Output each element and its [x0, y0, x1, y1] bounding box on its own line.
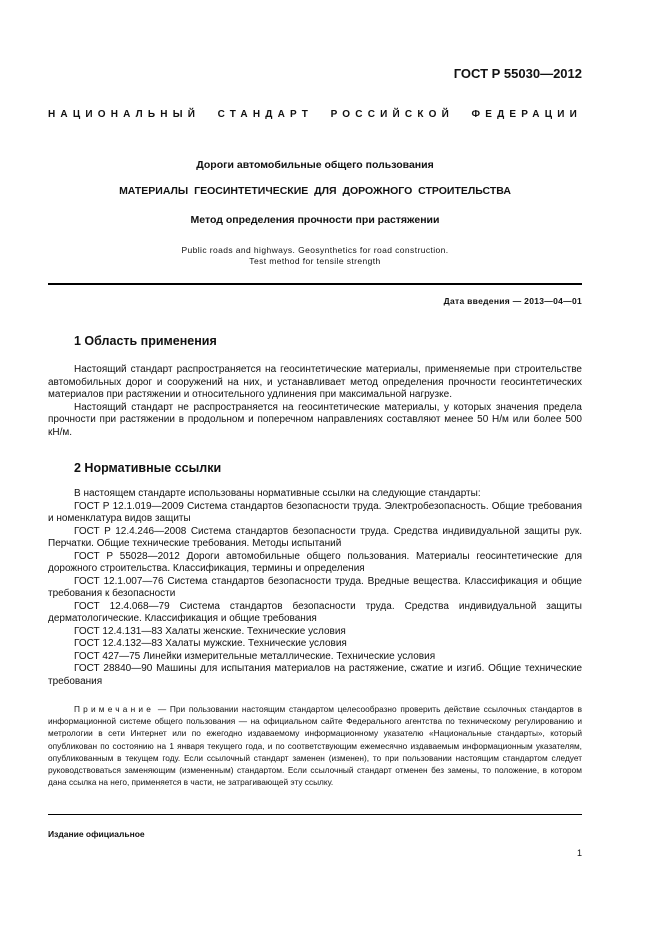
page-number: 1	[576, 848, 582, 858]
note-text: — При пользовании настоящим стандартом целесообразно проверить действие ссылочных стандартов в информационной системе общего пользования — на официальном сайте Федерального агентства по техническому регулированию и метрологии в сети Интернет или по ежегодно издаваемому информационному указателю «Национальные стандарты», который опубликован по состоянию на 1 января текущего года, и по соответствующим ежемесячно издаваемым информационным указателям, опубликованным в текущем году. Если ссылочный стандарт заменен (изменен), то при пользовании настоящим стандартом следует руководствоваться заменяющим (измененным) стандартом. Если ссылочный стандарт отменен без замены, то положение, в котором дана ссылка на него, применяется в части, не затрагивающей эту ссылку.	[48, 704, 582, 788]
title-divider	[48, 283, 582, 285]
english-title-line: Public roads and highways. Geosynthetics for road construction.	[181, 245, 449, 255]
document-title: МАТЕРИАЛЫ ГЕОСИНТЕТИЧЕСКИЕ ДЛЯ ДОРОЖНОГО СТРОИТЕЛЬСТВА	[119, 185, 511, 197]
national-standard-word: РОССИЙСКОЙ	[330, 109, 454, 120]
introduction-date: Дата введения — 2013—04—01	[443, 296, 582, 306]
national-standard-word: НАЦИОНАЛЬНЫЙ	[48, 109, 201, 120]
reference-item: ГОСТ 427—75 Линейки измерительные металлические. Технические условия	[74, 650, 436, 662]
national-standard-word: ФЕДЕРАЦИИ	[471, 109, 582, 120]
section-heading: 1 Область применения	[74, 334, 217, 348]
reference-item: ГОСТ 28840—90 Машины для испытания материалов на растяжение, сжатие и изгиб. Общие технические требования	[48, 663, 582, 687]
method-title: Метод определения прочности при растяжении	[190, 214, 440, 226]
document-subtitle: Дороги автомобильные общего пользования	[196, 159, 434, 171]
note-block	[48, 703, 582, 788]
reference-item: ГОСТ Р 12.4.246—2008 Система стандартов безопасности труда. Средства индивидуальной защиты рук. Перчатки. Общие технические требования. Методы испытаний	[48, 525, 582, 549]
section-body	[48, 364, 582, 439]
paragraph: В настоящем стандарте использованы нормативные ссылки на следующие стандарты:	[74, 488, 481, 499]
footer-divider	[48, 814, 582, 815]
section-heading: 2 Нормативные ссылки	[74, 461, 222, 475]
reference-item: ГОСТ 12.4.131—83 Халаты женские. Технические условия	[74, 625, 346, 637]
paragraph: Настоящий стандарт не распространяется на геосинтетические материалы, у которых значения предела прочности при растяжении в продольном и поперечном направлениях составляют менее 50 Н/м или более 500 кН/м.	[48, 401, 582, 438]
document-number: ГОСТ Р 55030—2012	[453, 66, 582, 81]
english-title-line: Test method for tensile strength	[249, 256, 381, 266]
paragraph: Настоящий стандарт распространяется на геосинтетические материалы, применяемые при строительстве автомобильных дорог и сооружений на них, и устанавливает метод определения прочности геосинтетических материалов при растяжении и относительного удлинения при максимальной нагрузке.	[48, 364, 582, 400]
reference-item: ГОСТ 12.4.068—79 Система стандартов безопасности труда. Средства индивидуальной защиты дерматологические. Классификация и общие требования	[48, 600, 582, 624]
edition-label: Издание официальное	[48, 829, 145, 839]
note-label: Примечание	[74, 704, 155, 714]
reference-item: ГОСТ 12.4.132—83 Халаты мужские. Технические условия	[74, 638, 347, 649]
national-standard-word: СТАНДАРТ	[217, 109, 314, 120]
reference-item: ГОСТ 12.1.007—76 Система стандартов безопасности труда. Вредные вещества. Классификация и общие требования к безопасности	[48, 575, 582, 599]
section-body	[48, 488, 582, 688]
note-paragraph	[48, 703, 582, 788]
reference-item: ГОСТ Р 12.1.019—2009 Система стандартов безопасности труда. Электробезопасность. Общие требования и номенклатура видов защиты	[48, 500, 582, 524]
reference-item: ГОСТ Р 55028—2012 Дороги автомобильные общего пользования. Материалы геосинтетические для дорожного строительства. Классификация, термины и определения	[48, 550, 582, 574]
national-standard-title	[48, 109, 582, 120]
